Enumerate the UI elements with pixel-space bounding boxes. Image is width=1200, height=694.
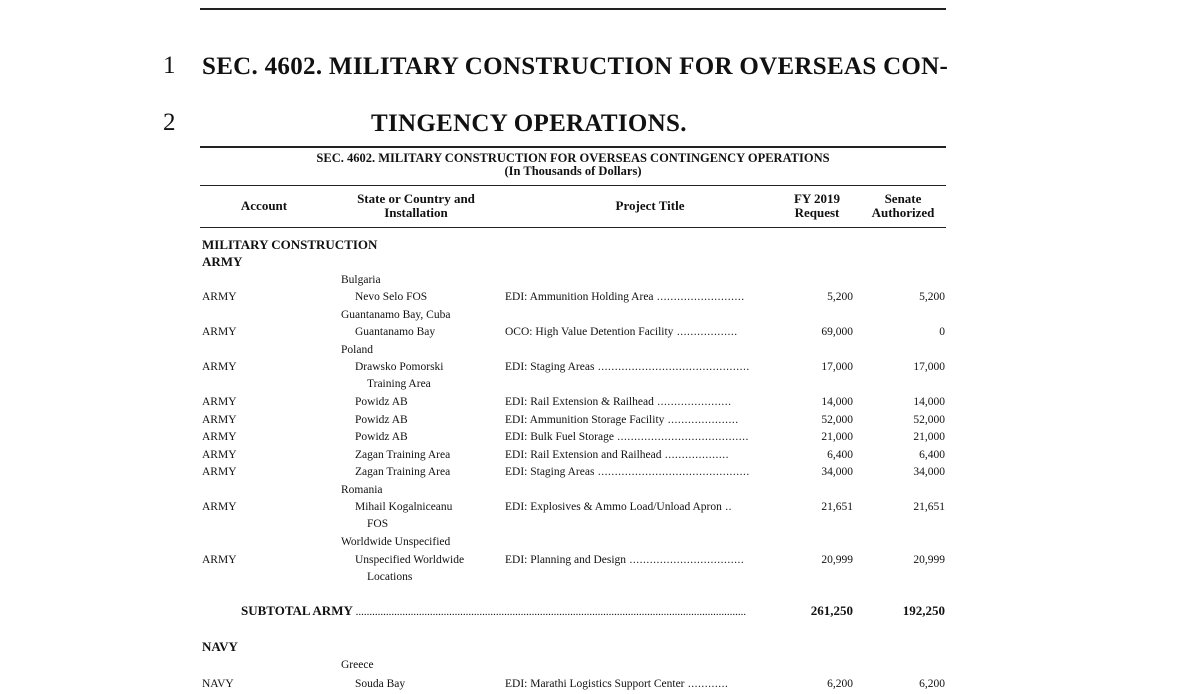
header-location [330,192,502,220]
top-rule [200,8,946,10]
row-authorized: 6,200 [919,678,945,690]
row-account: ARMY [202,396,237,408]
row-account: NAVY [202,678,234,690]
row-authorized: 21,000 [913,431,945,443]
row-account: ARMY [202,291,237,303]
row-authorized: 5,200 [919,291,945,303]
row-project [505,552,773,570]
row-project-title: OCO: High Value Detention Facility [505,326,674,338]
line-number-1: 1 [163,52,176,79]
row-request: 6,400 [827,449,853,461]
header-request [778,192,856,220]
row-account: ARMY [202,431,237,443]
row-installation: Powidz AB [355,396,408,408]
row-leader-dots: ..................... [664,414,739,426]
row-authorized: 6,400 [919,449,945,461]
row-account: ARMY [202,554,237,566]
row-project-title: EDI: Staging Areas [505,466,595,478]
row-installation: Powidz AB [355,414,408,426]
row-project [505,464,773,482]
row-project [505,289,773,307]
row-request: 69,000 [821,326,853,338]
row-project-title: EDI: Planning and Design [505,554,627,566]
row-request: 34,000 [821,466,853,478]
row-project-title: EDI: Rail Extension & Railhead [505,396,654,408]
row-authorized: 0 [939,326,945,338]
country-label: Greece [341,659,374,671]
section-heading-army: ARMY [202,254,243,269]
row-project-title: EDI: Ammunition Holding Area [505,291,654,303]
subtotal-label [241,603,773,619]
row-leader-dots: .................. [673,326,738,338]
header-location-line2: Installation [384,205,448,220]
row-leader-dots: .......................... [653,291,745,303]
row-project [505,394,773,412]
row-authorized: 20,999 [913,554,945,566]
row-installation: Nevo Selo FOS [355,291,428,303]
row-installation: Drawsko Pomorski [355,361,444,373]
section-heading-navy: NAVY [202,639,238,654]
country-label: Bulgaria [341,274,381,286]
group-heading-military-construction: MILITARY CONSTRUCTION [202,237,378,252]
row-installation: Powidz AB [355,431,408,443]
line-number-2: 2 [163,109,176,136]
row-installation-cont: Training Area [367,378,431,390]
row-leader-dots: ............................................. [594,361,750,373]
row-authorized: 34,000 [913,466,945,478]
row-installation: Unspecified Worldwide [355,554,465,566]
header-request-line1: FY 2019 [793,191,841,206]
row-project-title: EDI: Staging Areas [505,361,595,373]
row-request: 52,000 [821,414,853,426]
row-installation: Souda Bay [355,678,406,690]
row-leader-dots: ....................................... [613,431,749,443]
row-leader-dots: ................... [661,449,729,461]
row-installation: Zagan Training Area [355,466,451,478]
row-request: 21,651 [821,501,853,513]
row-installation-cont: Locations [367,571,413,583]
table-title: SEC. 4602. MILITARY CONSTRUCTION FOR OVERSEAS CONTINGENCY OPERATIONS [316,151,830,165]
row-authorized: 21,651 [913,501,945,513]
row-project-title: EDI: Bulk Fuel Storage [505,431,614,443]
row-project-title: EDI: Explosives & Ammo Load/Unload Apron [505,501,722,513]
section-heading-line2: TINGENCY OPERATIONS. [371,110,687,137]
row-project [505,324,773,342]
row-project [505,359,773,377]
country-label: Guantanamo Bay, Cuba [341,309,451,321]
row-request: 14,000 [821,396,853,408]
row-account: ARMY [202,501,237,513]
row-leader-dots: ...................... [653,396,732,408]
row-project [505,676,773,694]
header-authorized-line2: Authorized [871,205,935,220]
header-authorized-line1: Senate [884,191,922,206]
subtotal-authorized: 192,250 [902,603,945,618]
country-label: Poland [341,344,373,356]
header-project: Project Title [615,198,685,213]
row-project [505,447,773,465]
header-request-line2: Request [794,205,840,220]
country-label: Worldwide Unspecified [341,536,451,548]
row-installation-cont: FOS [367,518,389,530]
row-project-title: EDI: Ammunition Storage Facility [505,414,665,426]
table-header-top-rule [200,185,946,186]
row-project-title: EDI: Marathi Logistics Support Center [505,678,685,690]
row-account: ARMY [202,414,237,426]
row-leader-dots: .. [721,501,733,513]
row-request: 20,999 [821,554,853,566]
subtotal-leader-dots: .............................................................................................................................................. [352,606,747,618]
row-account: ARMY [202,449,237,461]
row-account: ARMY [202,466,237,478]
row-leader-dots: ............................................. [594,466,750,478]
section-heading-line1: SEC. 4602. MILITARY CONSTRUCTION FOR OVERSEAS CON- [202,53,949,80]
row-project-title: EDI: Rail Extension and Railhead [505,449,662,461]
table-header-bottom-rule [200,227,946,228]
row-request: 21,000 [821,431,853,443]
row-request: 5,200 [827,291,853,303]
row-authorized: 52,000 [913,414,945,426]
row-request: 17,000 [821,361,853,373]
row-request: 6,200 [827,678,853,690]
row-project [505,412,773,430]
row-leader-dots: ............ [684,678,729,690]
country-label: Romania [341,484,383,496]
row-project [505,499,773,517]
row-account: ARMY [202,326,237,338]
subtotal-request: 261,250 [810,603,853,618]
header-location-line1: State or Country and [357,191,475,206]
row-leader-dots: .................................. [626,554,745,566]
row-account: ARMY [202,361,237,373]
subtotal-label-text: SUBTOTAL ARMY [241,603,353,618]
table-top-rule [200,146,946,148]
header-authorized [860,192,946,220]
row-installation: Guantanamo Bay [355,326,436,338]
header-account: Account [240,198,288,213]
row-authorized: 17,000 [913,361,945,373]
row-project [505,429,773,447]
row-installation: Mihail Kogalniceanu [355,501,453,513]
row-installation: Zagan Training Area [355,449,451,461]
row-authorized: 14,000 [913,396,945,408]
table-subtitle: (In Thousands of Dollars) [504,164,642,178]
